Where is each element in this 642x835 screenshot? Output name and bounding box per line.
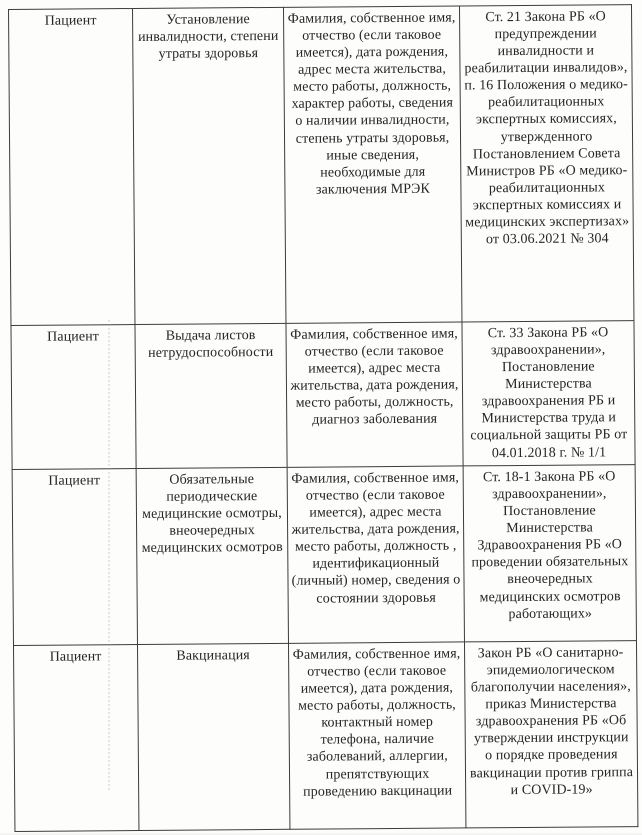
cell-legal-basis: Ст. 21 Закона РБ «О предупреждении инвалидности и реабилитации инвалидов», п. 16 Положения о медико-реабилитационных экспертных комиссиях, утвержденного Постановлением Совета Министров РБ «О медико-реабилитационных экспертных комиссиях и медицинских экспертизах» от 03.06.2021 № 304 — [459, 5, 633, 322]
cell-subject: Пациент — [9, 9, 135, 326]
cell-purpose: Вакцинация — [137, 643, 289, 830]
cell-personal-data: Фамилия, собственное имя, отчество (если таковое имеется), дата рождения, место работы, должность, контактный номер телефона, наличие заболеваний, аллергии, препятствующих проведению вакцинации — [288, 642, 465, 829]
cell-purpose: Установление инвалидности, степени утраты здоровья — [133, 7, 286, 324]
cell-subject: Пациент — [12, 469, 137, 646]
cell-legal-basis: Ст. 33 Закона РБ «О здравоохранении», Постановление Министерства здравоохранения РБ и Министерства труда и социальной защиты РБ от 04.01.2018 г. № 1/1 — [462, 321, 635, 466]
cell-legal-basis: Закон РБ «О санитарно-эпидемиологическом благополучии населения», приказ Министерства здравоохранения РБ «Об утверждении инструкции о порядке проведения вакцинации против гриппа и COVID-19» — [464, 641, 637, 828]
table-row-4 — [13, 641, 637, 832]
document-sheet — [8, 4, 637, 832]
personal-data-table — [8, 4, 638, 832]
table-row-2 — [11, 321, 635, 470]
table-row-1 — [9, 5, 634, 326]
cell-personal-data: Фамилия, собственное имя, отчество (если таковое имеется), адрес места жительства, дата рождения, место работы, должность, диагноз заболевания — [286, 322, 463, 467]
cell-purpose: Обязательные периодические медицинские осмотры, внеочередных медицинских осмотров — [136, 467, 288, 644]
cell-personal-data: Фамилия, собственное имя, отчество (если таковое имеется), дата рождения, адрес места жительства, место работы, должность, характер работы, сведения о наличии инвалидности, степень утраты здоровья, иные сведения, необходимые для заключения МРЭК — [283, 6, 461, 323]
cell-purpose: Выдача листов нетрудоспособности — [135, 323, 287, 468]
cell-personal-data: Фамилия, собственное имя, отчество (если таковое имеется), адрес места жительства, дата рождения, место работы, должность , идентификационный (личный) номер, сведения о состоянии здоровья — [287, 466, 464, 643]
table-row-3 — [12, 465, 636, 646]
cell-legal-basis: Ст. 18-1 Закона РБ «О здравоохранении», Постановление Министерства Здравоохранения РБ «О проведении обязательных внеочередных медицинских осмотров работающих» — [463, 465, 636, 642]
cell-subject: Пациент — [13, 645, 138, 832]
cell-subject: Пациент — [11, 325, 136, 470]
